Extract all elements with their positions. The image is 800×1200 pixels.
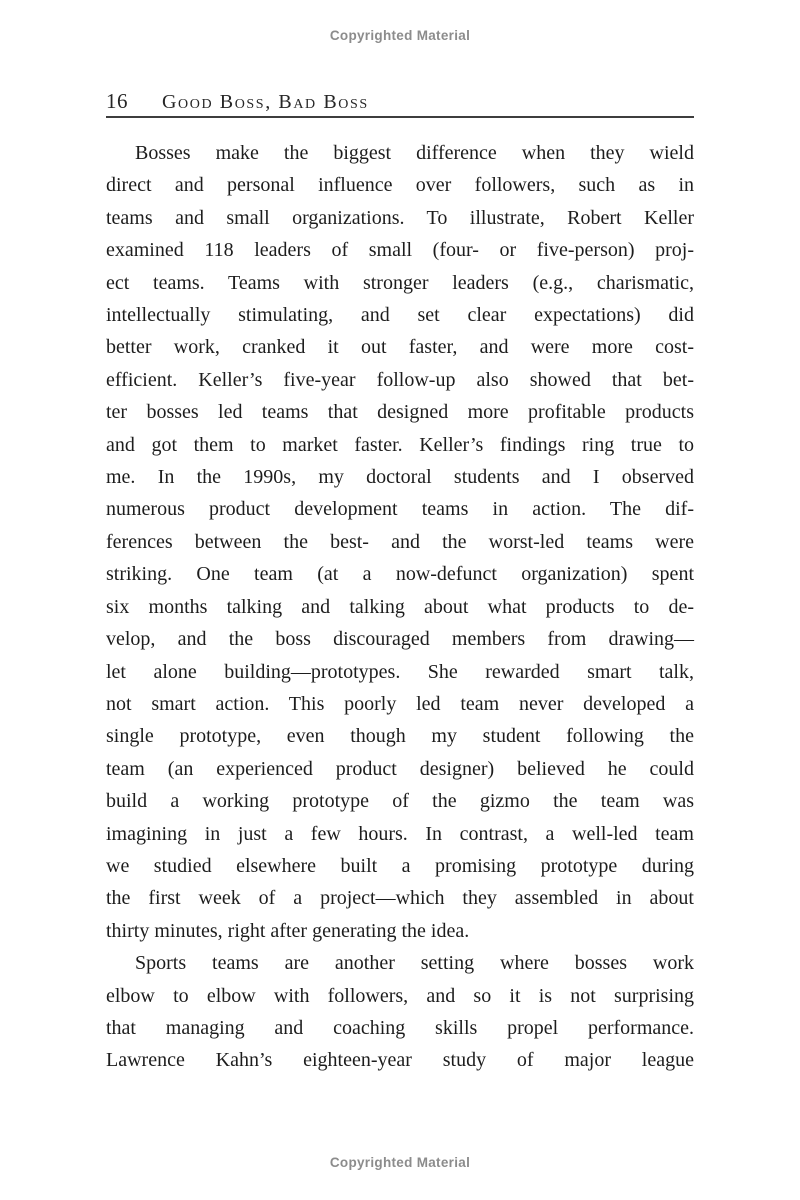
text-line: ferences between the best- and the worst-led teams were [106, 530, 694, 553]
text-line: not smart action. This poorly led team never developed a [106, 692, 694, 715]
text-line: Sports teams are another setting where bosses work [135, 952, 694, 975]
text-line: direct and personal influence over followers, such as in [106, 174, 694, 197]
text-line: thirty minutes, right after generating the idea. [106, 919, 470, 942]
text-line: examined 118 leaders of small (four- or five-person) proj- [106, 239, 694, 262]
text-line: and got them to market faster. Keller’s findings ring true to [106, 433, 694, 456]
text-line: intellectually stimulating, and set clear expectations) did [106, 304, 694, 327]
copyright-notice-bottom: Copyrighted Material [329, 1155, 471, 1170]
text-line: the first week of a project—which they assembled in about [106, 887, 694, 910]
text-line: build a working prototype of the gizmo the team was [106, 790, 694, 813]
text-line: velop, and the boss discouraged members from drawing— [106, 628, 694, 651]
text-line: ect teams. Teams with stronger leaders (e.g., charismatic, [106, 271, 694, 294]
page-number: 16 [106, 89, 128, 113]
text-line: efficient. Keller’s five-year follow-up also showed that bet- [106, 368, 694, 391]
text-line: elbow to elbow with followers, and so it is not surprising [106, 984, 694, 1007]
text-line: better work, cranked it out faster, and were more cost- [106, 336, 694, 359]
text-line: single prototype, even though my student following the [106, 725, 694, 748]
copyright-notice-top: Copyrighted Material [329, 28, 471, 43]
text-line: striking. One team (at a now-defunct organization) spent [106, 563, 694, 586]
running-title: Good Boss, Bad Boss [162, 91, 369, 113]
body-text [106, 137, 694, 1077]
text-line: me. In the 1990s, my doctoral students and I observed [106, 466, 694, 489]
text-line: team (an experienced product designer) believed he could [106, 757, 694, 780]
text-line: six months talking and talking about what products to de- [106, 595, 694, 618]
text-line: we studied elsewhere built a promising prototype during [106, 854, 694, 877]
text-line: Lawrence Kahn’s eighteen-year study of major league [106, 1049, 694, 1072]
text-line: Bosses make the biggest difference when they wield [135, 142, 694, 164]
text-line: that managing and coaching skills propel performance. [106, 1016, 694, 1039]
page-header [106, 89, 694, 114]
text-line: teams and small organizations. To illustrate, Robert Keller [106, 206, 694, 229]
header-rule [106, 116, 694, 118]
text-line: ter bosses led teams that designed more profitable products [106, 401, 694, 424]
text-line: let alone building—prototypes. She rewarded smart talk, [106, 660, 694, 683]
text-line: numerous product development teams in action. The dif- [106, 498, 694, 521]
text-line: imagining in just a few hours. In contrast, a well-led team [106, 822, 694, 845]
